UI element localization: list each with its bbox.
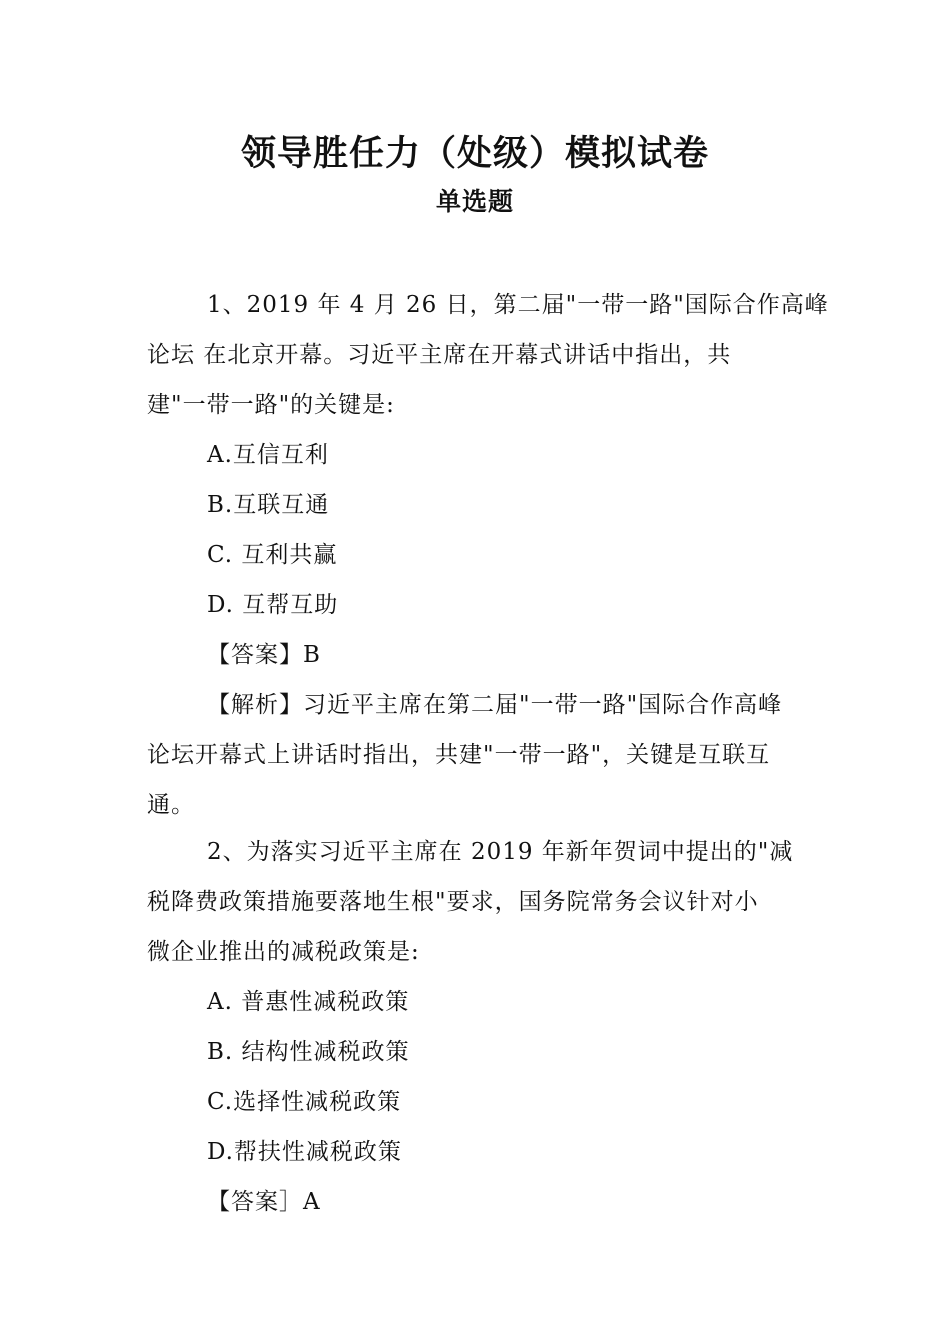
question-1-stem-line-2: 论坛 在北京开幕。习近平主席在开幕式讲话中指出，共 <box>147 342 732 368</box>
question-1-option-a: A.互信互利 <box>207 442 329 468</box>
question-1-analysis-line-2: 论坛开幕式上讲话时指出，共建"一带一路"，关键是互联互 <box>147 742 771 768</box>
question-1-analysis-line-1: 【解析】习近平主席在第二届"一带一路"国际合作高峰 <box>207 692 783 718</box>
question-2-option-d: D.帮扶性减税政策 <box>207 1139 402 1165</box>
question-1-analysis-line-3: 通。 <box>147 792 195 818</box>
question-2-answer: 【答案］A <box>207 1189 321 1215</box>
question-1-answer: 【答案】B <box>207 642 321 668</box>
question-1-option-d: D. 互帮互助 <box>207 592 339 618</box>
question-2-stem-line-2: 税降费政策措施要落地生根"要求，国务院常务会议针对小 <box>147 889 759 915</box>
question-1-option-c: C. 互利共赢 <box>207 542 338 568</box>
question-2-stem-line-1: 2、为落实习近平主席在 2019 年新年贺词中提出的"减 <box>207 839 794 865</box>
document-title: 领导胜任力（处级）模拟试卷 <box>240 133 709 174</box>
question-2-option-b: B. 结构性减税政策 <box>207 1039 410 1065</box>
question-1-stem-line-3: 建"一带一路"的关键是: <box>147 392 395 418</box>
question-1-option-b: B.互联互通 <box>207 492 330 518</box>
section-heading: 单选题 <box>435 187 514 216</box>
question-2-option-a: A. 普惠性减税政策 <box>207 989 410 1015</box>
question-2-option-c: C.选择性减税政策 <box>207 1089 402 1115</box>
question-1-stem-line-1: 1、2019 年 4 月 26 日，第二届"一带一路"国际合作高峰 <box>207 292 829 318</box>
question-2-stem-line-3: 微企业推出的减税政策是: <box>147 939 420 965</box>
